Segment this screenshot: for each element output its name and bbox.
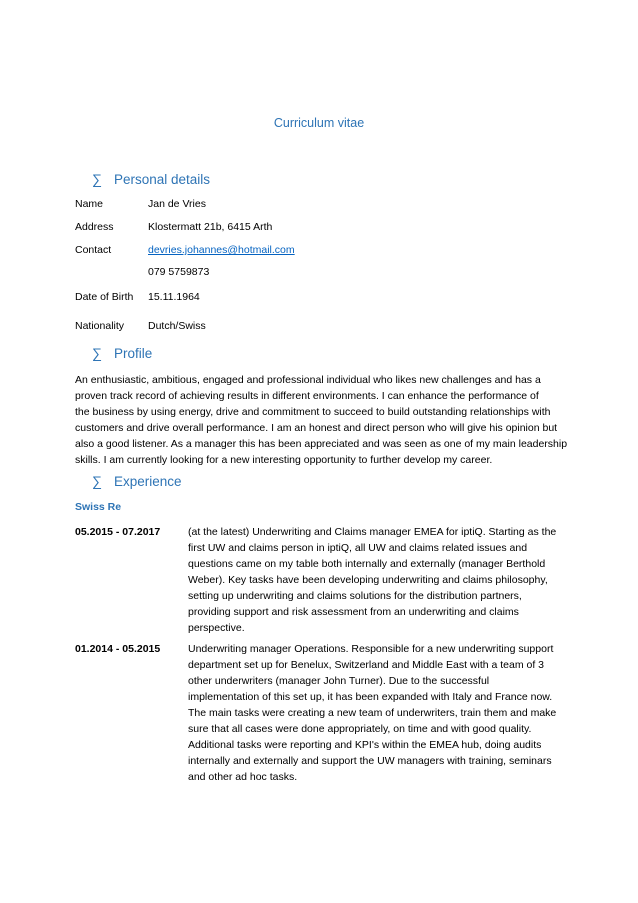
nationality-label: Nationality xyxy=(75,320,125,332)
document-title: Curriculum vitae xyxy=(273,116,365,130)
address-value: Klostermatt 21b, 6415 Arth xyxy=(148,221,273,233)
personal-details-heading xyxy=(92,171,210,187)
date-of-birth-label: Date of Birth xyxy=(75,291,134,303)
personal-details-heading-text: Personal details xyxy=(114,171,211,187)
profile-line: the business by using energy, drive and commitment to succeed to build outstanding relationships with xyxy=(75,406,551,418)
experience-line: internally and externally and support the UW managers with training, seminars xyxy=(188,755,552,767)
experience-line: first UW and claims person in iptiQ, all UW and claims related issues and xyxy=(188,542,528,554)
experience-description xyxy=(188,641,588,785)
experience-line: department set up for Benelux, Switzerland and Middle East with a team of 3 xyxy=(188,659,545,671)
name-label: Name xyxy=(75,198,104,210)
experience-line: setting up underwriting and claims solutions for the distribution partners, xyxy=(188,590,522,602)
experience-line: Additional tasks were reporting and KPI's within the EMEA hub, doing audits xyxy=(188,739,542,751)
experience-line: Underwriting manager Operations. Responsible for a new underwriting support xyxy=(188,643,554,655)
sigma-bullet-icon: ∑ xyxy=(92,473,102,489)
profile-line: also a good listener. As a manager this has been appreciated and was seen as one of my main leadership xyxy=(75,438,568,450)
profile-line: An enthusiastic, ambitious, engaged and professional individual who likes new challenges and has a xyxy=(75,374,541,386)
sigma-bullet-icon: ∑ xyxy=(92,171,102,187)
experience-heading xyxy=(92,473,182,489)
profile-line: customers and drive overall performance. I am an honest and direct person who will give his opinion but xyxy=(75,422,558,434)
profile-heading-text: Profile xyxy=(114,345,153,361)
experience-line: The main tasks were creating a new team of underwriters, train them and make xyxy=(188,707,557,719)
experience-line: Weber). Key tasks have been developing underwriting and claims philosophy, xyxy=(188,574,548,586)
experience-date: 05.2015 - 07.2017 xyxy=(75,526,161,538)
company-name: Swiss Re xyxy=(75,501,122,513)
email-link[interactable]: devries.johannes@hotmail.com xyxy=(148,244,295,256)
experience-date: 01.2014 - 05.2015 xyxy=(75,643,161,655)
experience-line: (at the latest) Underwriting and Claims manager EMEA for iptiQ. Starting as the xyxy=(188,526,557,538)
experience-line: implementation of this set up, it has been expanded with Italy and France now. xyxy=(188,691,553,703)
profile-line: proven track record of achieving results in different environments. I can enhance the performance of xyxy=(75,390,539,402)
experience-description xyxy=(188,524,588,636)
profile-line: skills. I am currently looking for a new interesting opportunity to further develop my career. xyxy=(75,454,493,466)
experience-line: sure that all cases were done appropriately, on time and with good quality. xyxy=(188,723,532,735)
experience-heading-text: Experience xyxy=(114,473,182,489)
contact-label: Contact xyxy=(75,244,112,256)
address-label: Address xyxy=(75,221,114,233)
experience-line: other underwriters (manager John Turner). Due to the successful xyxy=(188,675,490,687)
phone-value: 079 5759873 xyxy=(148,266,210,278)
experience-line: questions came on my table both internally and externally (manager Berthold xyxy=(188,558,546,570)
experience-line: providing support and risk assessment from an underwriting and claims xyxy=(188,606,519,618)
sigma-bullet-icon: ∑ xyxy=(92,345,102,361)
experience-line: and other ad hoc tasks. xyxy=(188,771,298,783)
profile-heading xyxy=(92,345,152,361)
experience-line: perspective. xyxy=(188,622,245,634)
nationality-value: Dutch/Swiss xyxy=(148,320,206,332)
date-of-birth-value: 15.11.1964 xyxy=(148,291,200,303)
profile-paragraph xyxy=(75,372,575,468)
name-value: Jan de Vries xyxy=(148,198,206,210)
